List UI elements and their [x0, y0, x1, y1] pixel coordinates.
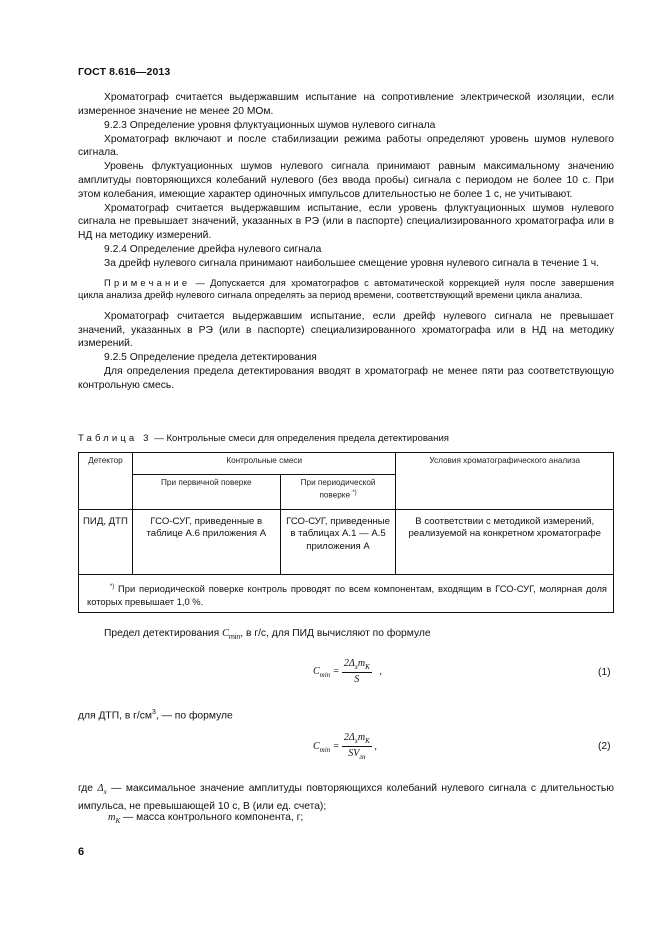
symbol-sub: K: [115, 817, 121, 826]
equation-number-2: (2): [598, 741, 611, 752]
note-label: Примечание: [104, 276, 191, 288]
num-sub: x: [354, 737, 358, 745]
text-fragment: , — по формуле: [155, 710, 233, 722]
symbol-sub: min: [228, 634, 241, 642]
paragraph: Хроматограф считается выдержавшим испытание, если уровень флуктуационных шумов нулевого сигнала не превышает значений, указанных в РЭ (или в паспорте) специализированного хроматографа или в НД на методику измерений.: [78, 202, 614, 241]
header-conditions: Условия хроматографического анализа: [396, 453, 614, 510]
formula-denominator: [342, 747, 372, 761]
formula-intro-1: [78, 627, 614, 645]
note-text: — Допускается для хроматографов с автоматической коррекцией нуля после завершения цикла анализа дрейф нулевого сигнала определять за период времени, соответствующий времени цикла анализа.: [78, 276, 614, 301]
cell-conditions: В соответствии с методикой измерений, реализуемой на конкретном хроматографе: [396, 510, 614, 575]
num-m: m: [357, 658, 366, 669]
cell-detector: ПИД, ДТП: [79, 510, 133, 575]
text-fragment: где: [78, 783, 98, 794]
symbol-m: m: [108, 812, 116, 823]
formula-tail: ,: [379, 665, 382, 677]
formula-lhs: C: [313, 740, 320, 752]
formula-numerator: [342, 732, 372, 747]
text-fragment: , в г/с, для ПИД вычисляют по формуле: [240, 628, 431, 639]
paragraph: Для определения предела детектирования вводят в хроматограф не менее пяти раз соответствующую контрольную смесь.: [78, 366, 614, 391]
table-caption: [78, 433, 449, 444]
header-primary: При первичной поверке: [132, 475, 280, 510]
control-mixtures-table: [78, 452, 614, 613]
note: [78, 277, 614, 302]
text-fragment: для ДТП, в г/см: [78, 710, 153, 722]
cell-periodic: ГСО-СУГ, приведенные в таблицах А.1 — А.5 приложения А: [280, 510, 396, 575]
paragraph: Уровень флуктуационных шумов нулевого сигнала принимают равным максимальному значению амплитуды повторяющихся колебаний нулевого (без ввода пробы) сигнала с периодом не более 10 с. При этом колебания, имеющие характер одиночных импульсов длительностью не более 1 с, не учитывают.: [78, 161, 614, 200]
table-row: [79, 510, 614, 575]
header-detector: Детектор: [79, 453, 133, 510]
where-clause: [78, 782, 614, 813]
page-header: ГОСТ 8.616—2013: [78, 66, 171, 78]
header-periodic: При периодической поверке: [300, 478, 376, 500]
cell-primary: ГСО-СУГ, приведенные в таблице А.6 приложения А: [132, 510, 280, 575]
text-fragment: — максимальное значение амплитуды повторяющихся колебаний нулевого сигнала с длительностью импульса, не превышающей 10 с, В (или ед. счета);: [78, 783, 615, 812]
section-heading: 9.2.5 Определение предела детектирования: [104, 352, 317, 364]
symbol-c: C: [222, 628, 229, 639]
footnote-mark: *): [109, 584, 115, 590]
header-mixtures: Контрольные смеси: [132, 453, 396, 475]
den-sub: гн: [359, 753, 366, 761]
paragraph: Хроматограф включают и после стабилизации режима работы определяют уровень шумов нулевого сигнала.: [78, 133, 614, 159]
table-caption-label: Таблица 3: [78, 433, 152, 444]
formula-fraction: [342, 658, 372, 685]
table-header-row: [79, 453, 614, 475]
formula-numerator: [342, 658, 372, 673]
num-text: 2Δ: [343, 658, 355, 669]
formula-lhs: C: [313, 665, 320, 677]
superscript: 3: [152, 709, 156, 716]
table-footnote: [79, 575, 614, 613]
formula-denominator: S: [354, 674, 360, 685]
mk-definition: [78, 811, 614, 829]
num-text: 2Δ: [343, 732, 355, 743]
body-text: [78, 91, 614, 393]
num-sub: x: [354, 663, 358, 671]
symbol-sub: x: [103, 788, 107, 797]
footnote-marker: *): [352, 490, 357, 496]
section-heading: 9.2.4 Определение дрейфа нулевого сигнала: [104, 244, 322, 256]
formula-tail: ,: [374, 740, 377, 752]
section-heading: 9.2.3 Определение уровня флуктуационных шумов нулевого сигнала: [104, 119, 436, 131]
num-m: m: [357, 732, 366, 743]
formula-intro-2: [78, 706, 614, 723]
text-fragment: — масса контрольного компонента, г;: [120, 812, 304, 823]
formula-1: $C_{min}$ = $\frac{2\Delta_xm_K}{S}$ ,: [313, 658, 382, 685]
formula-lhs-sub: min: [319, 745, 331, 754]
table-footnote-row: [79, 575, 614, 613]
header-periodic-cell: [280, 475, 396, 510]
table-caption-text: — Контрольные смеси для определения предела детектирования: [151, 433, 449, 444]
paragraph: Хроматограф считается выдержавшим испытание, если дрейф нулевого сигнала не превышает значений, указанных в РЭ (или в паспорте) специализированного хроматографа или в НД на методику измерений.: [78, 310, 614, 350]
equation-number-1: (1): [598, 667, 611, 678]
symbol-delta: Δ: [97, 783, 104, 794]
formula-2: $C_{min}$ = $\frac{2\Delta_xm_K}{SV_{гн}}$ ,: [313, 732, 377, 761]
formula-lhs-sub: min: [319, 670, 331, 679]
num-m-sub: K: [365, 663, 370, 671]
den-text: SV: [348, 748, 360, 759]
paragraph: За дрейф нулевого сигнала принимают наибольшее смещение уровня нулевого сигнала в течение 1 ч.: [104, 258, 600, 270]
text-fragment: Предел детектирования: [104, 628, 223, 639]
num-m-sub: K: [365, 737, 370, 745]
footnote-text: При периодической поверке контроль проводят по всем компонентам, входящим в ГСО-СУГ, молярная доля которых превышает 1,0 %.: [87, 583, 607, 607]
page-number: 6: [78, 846, 85, 858]
formula-fraction: [342, 732, 372, 761]
paragraph: Хроматограф считается выдержавшим испытание на сопротивление электрической изоляции, если измеренное значение не менее 20 МОм.: [78, 92, 614, 117]
